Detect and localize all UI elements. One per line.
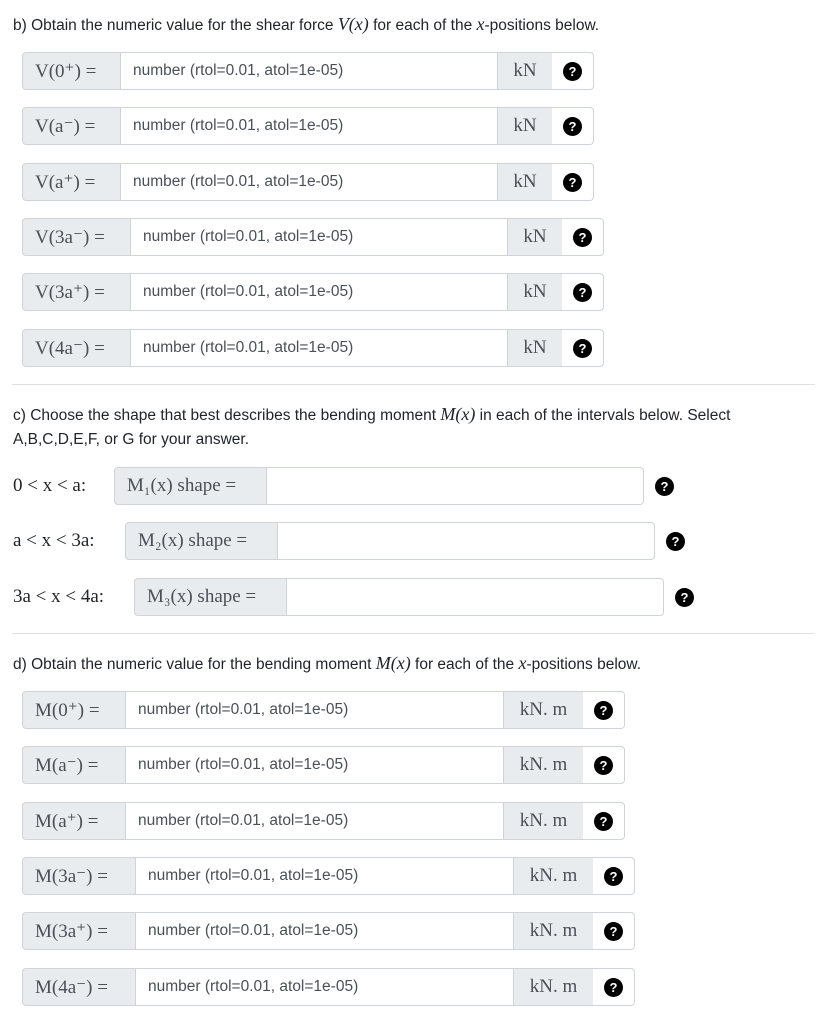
- moment-row-6: [22, 968, 635, 1006]
- question-circle-icon[interactable]: ?: [563, 173, 582, 192]
- shape-label-3: M₃(x) shape =: [134, 578, 287, 616]
- part-c-prompt-func: M(x): [440, 404, 476, 424]
- shear-unit-1: kN: [497, 52, 552, 90]
- shear-unit-2: kN: [497, 107, 552, 145]
- moment-label-3: M(a⁺) =: [22, 802, 126, 840]
- shear-help-1[interactable]: [552, 52, 594, 90]
- part-b-prompt-text-3: -positions below.: [484, 17, 600, 34]
- part-d-prompt: [13, 651, 641, 677]
- moment-input-2[interactable]: number (rtol=0.01, atol=1e-05): [126, 746, 503, 784]
- shear-help-3[interactable]: [552, 163, 594, 201]
- moment-help-5[interactable]: [593, 912, 635, 950]
- moment-help-3[interactable]: [583, 802, 625, 840]
- moment-label-2: M(a⁻) =: [22, 746, 126, 784]
- shear-input-4[interactable]: number (rtol=0.01, atol=1e-05): [131, 218, 507, 256]
- moment-input-3[interactable]: number (rtol=0.01, atol=1e-05): [126, 802, 503, 840]
- moment-help-1[interactable]: [583, 691, 625, 729]
- shear-label-3: V(a⁺) =: [22, 163, 121, 201]
- part-b-prompt-func: V(x): [337, 14, 369, 34]
- shear-help-2[interactable]: [552, 107, 594, 145]
- shear-input-2[interactable]: number (rtol=0.01, atol=1e-05): [121, 107, 497, 145]
- moment-help-4[interactable]: [593, 857, 635, 895]
- moment-unit-5: kN. m: [513, 912, 593, 950]
- shear-label-6: V(4a⁻) =: [22, 329, 131, 367]
- shear-row-2: [22, 107, 594, 145]
- moment-row-2: [22, 746, 625, 784]
- interval-label-3: 3a < x < 4a:: [13, 586, 105, 607]
- shear-input-3[interactable]: number (rtol=0.01, atol=1e-05): [121, 163, 497, 201]
- shear-label-1: V(0⁺) =: [22, 52, 121, 90]
- moment-input-1[interactable]: number (rtol=0.01, atol=1e-05): [126, 691, 503, 729]
- question-circle-icon[interactable]: ?: [604, 867, 623, 886]
- moment-label-4: M(3a⁻) =: [22, 857, 136, 895]
- part-d-prompt-text-3: -positions below.: [526, 656, 642, 673]
- moment-input-4[interactable]: number (rtol=0.01, atol=1e-05): [136, 857, 513, 895]
- shear-input-5[interactable]: number (rtol=0.01, atol=1e-05): [131, 273, 507, 311]
- question-circle-icon[interactable]: ?: [604, 922, 623, 941]
- question-circle-icon[interactable]: ?: [573, 228, 592, 247]
- moment-input-5[interactable]: number (rtol=0.01, atol=1e-05): [136, 912, 513, 950]
- interval-label-1: 0 < x < a:: [13, 475, 87, 496]
- shape-input-3[interactable]: [287, 578, 664, 616]
- part-c-prompt: [13, 402, 813, 452]
- moment-unit-3: kN. m: [503, 802, 583, 840]
- shape-input-2[interactable]: [278, 522, 655, 560]
- question-circle-icon[interactable]: ?: [666, 532, 685, 551]
- moment-unit-2: kN. m: [503, 746, 583, 784]
- moment-help-2[interactable]: [583, 746, 625, 784]
- part-b-prompt-text-2: for each of the: [368, 17, 477, 34]
- part-d-prompt-text-2: for each of the: [410, 656, 519, 673]
- shear-row-5: [22, 273, 604, 311]
- moment-row-4: [22, 857, 635, 895]
- shear-unit-3: kN: [497, 163, 552, 201]
- shear-unit-4: kN: [507, 218, 562, 256]
- shear-label-2: V(a⁻) =: [22, 107, 121, 145]
- shear-input-6[interactable]: number (rtol=0.01, atol=1e-05): [131, 329, 507, 367]
- moment-label-5: M(3a⁺) =: [22, 912, 136, 950]
- part-b-prompt-text-1: b) Obtain the numeric value for the shear force: [13, 17, 338, 34]
- divider-c-d: [12, 633, 815, 634]
- question-circle-icon[interactable]: ?: [594, 701, 613, 720]
- shear-help-5[interactable]: [562, 273, 604, 311]
- shear-unit-5: kN: [507, 273, 562, 311]
- shear-label-5: V(3a⁺) =: [22, 273, 131, 311]
- shape-row-3: [134, 578, 664, 616]
- question-circle-icon[interactable]: ?: [573, 339, 592, 358]
- interval-label-2: a < x < 3a:: [13, 530, 95, 551]
- divider-b-c: [12, 384, 815, 385]
- part-c-prompt-text-2: in each of the intervals below. Select: [475, 407, 731, 424]
- moment-label-1: M(0⁺) =: [22, 691, 126, 729]
- moment-unit-4: kN. m: [513, 857, 593, 895]
- question-circle-icon[interactable]: ?: [655, 477, 674, 496]
- shear-label-4: V(3a⁻) =: [22, 218, 131, 256]
- shape-label-1: M₁(x) shape =: [114, 467, 267, 505]
- moment-input-6[interactable]: number (rtol=0.01, atol=1e-05): [136, 968, 513, 1006]
- question-circle-icon[interactable]: ?: [563, 117, 582, 136]
- shear-unit-6: kN: [507, 329, 562, 367]
- part-c-prompt-text-1: c) Choose the shape that best describes the bending moment: [13, 407, 441, 424]
- moment-row-1: [22, 691, 625, 729]
- part-c-prompt-text-3: A,B,C,D,E,F, or G for your answer.: [13, 431, 250, 448]
- question-circle-icon[interactable]: ?: [563, 62, 582, 81]
- shape-help-3[interactable]: [675, 588, 694, 607]
- shear-row-6: [22, 329, 604, 367]
- shear-help-6[interactable]: [562, 329, 604, 367]
- moment-help-6[interactable]: [593, 968, 635, 1006]
- shear-row-1: [22, 52, 594, 90]
- shape-input-1[interactable]: [267, 467, 644, 505]
- question-circle-icon[interactable]: ?: [675, 588, 694, 607]
- question-circle-icon[interactable]: ?: [604, 978, 623, 997]
- part-d-prompt-var: x: [518, 653, 527, 673]
- shape-help-2[interactable]: [666, 532, 685, 551]
- part-b-prompt: [13, 12, 599, 38]
- question-circle-icon[interactable]: ?: [594, 812, 613, 831]
- moment-row-3: [22, 802, 625, 840]
- part-d-prompt-func: M(x): [375, 653, 411, 673]
- shear-row-4: [22, 218, 604, 256]
- moment-unit-1: kN. m: [503, 691, 583, 729]
- moment-row-5: [22, 912, 635, 950]
- question-circle-icon[interactable]: ?: [594, 756, 613, 775]
- question-circle-icon[interactable]: ?: [573, 283, 592, 302]
- shear-input-1[interactable]: number (rtol=0.01, atol=1e-05): [121, 52, 497, 90]
- shear-help-4[interactable]: [562, 218, 604, 256]
- shape-row-2: [125, 522, 655, 560]
- shear-row-3: [22, 163, 594, 201]
- part-b-prompt-var: x: [476, 14, 485, 34]
- shape-label-2: M₂(x) shape =: [125, 522, 278, 560]
- moment-label-6: M(4a⁻) =: [22, 968, 136, 1006]
- moment-unit-6: kN. m: [513, 968, 593, 1006]
- shape-row-1: [114, 467, 644, 505]
- shape-help-1[interactable]: [655, 477, 674, 496]
- part-d-prompt-text-1: d) Obtain the numeric value for the bending moment: [13, 656, 376, 673]
